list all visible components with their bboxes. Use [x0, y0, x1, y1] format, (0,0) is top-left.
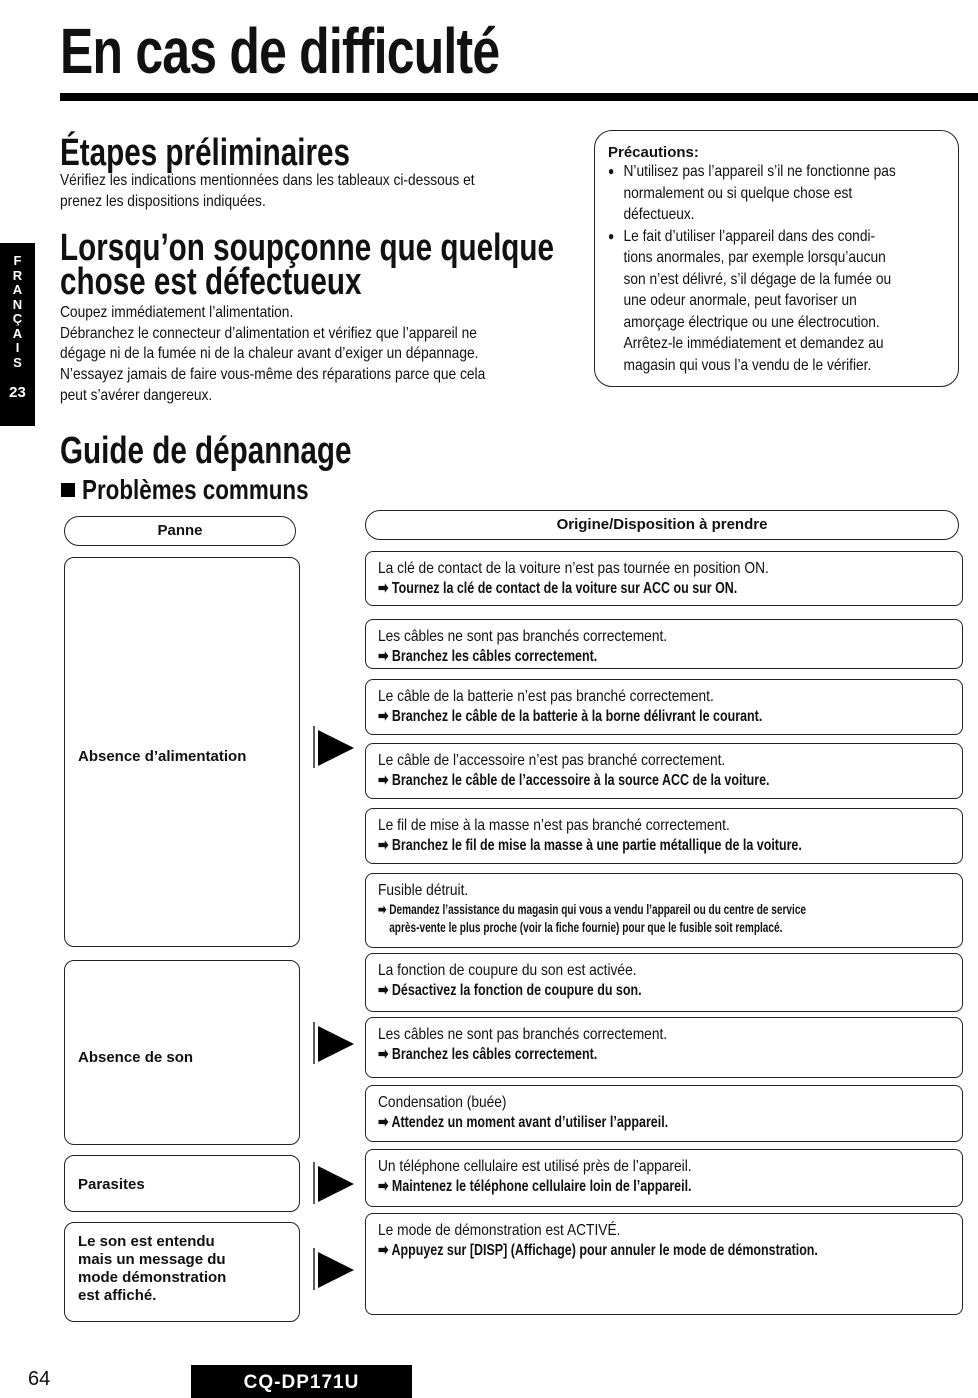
precaution-line: Arrêtez-le immédiatement et demandez au: [623, 335, 884, 352]
remedy-text: ➡ Appuyez sur [DISP] (Affichage) pour annuler le mode de démonstration.: [378, 1242, 818, 1259]
remedy-text: ➡ Branchez les câbles correctement.: [378, 648, 598, 665]
remedy-text: ➡ Branchez le câble de l’accessoire à la source ACC de la voiture.: [378, 772, 770, 789]
precaution-line: son n’est délivré, s’il dégage de la fumée ou: [623, 270, 892, 288]
problem-box: [64, 1155, 300, 1212]
precaution-line: ● N’utilisez pas l’appareil s’il ne fonctionne pas: [623, 163, 896, 180]
cause-text: La clé de contact de la voiture n’est pas tournée en position ON.: [378, 560, 769, 577]
problem-label: Absence d’alimentation: [78, 748, 247, 765]
soupcon-heading: Lorsqu’on soupçonne que quelque: [60, 227, 554, 269]
cause-box: [365, 953, 963, 1012]
remedy-text: ➡ Branchez le câble de la batterie à la borne délivrant le courant.: [378, 708, 763, 725]
side-letter: F: [13, 253, 22, 268]
page-title: En cas de difficulté: [60, 15, 500, 87]
cause-box: [365, 1085, 963, 1142]
problem-box: [64, 1222, 300, 1322]
panne-column-header: Panne: [64, 516, 296, 546]
remedy-text: ➡ Branchez les câbles correctement.: [378, 1046, 598, 1063]
cause-text: Le mode de démonstration est ACTIVÉ.: [378, 1222, 621, 1239]
cause-text: Le fil de mise à la masse n’est pas branché correctement.: [378, 817, 730, 834]
cause-box: [365, 1149, 963, 1207]
remedy-text: ➡ Tournez la clé de contact de la voiture sur ACC ou sur ON.: [378, 580, 738, 597]
remedy-text: ➡ Branchez le fil de mise la masse à une partie métallique de la voiture.: [378, 837, 802, 854]
soupcon-heading: chose est défectueux: [60, 261, 362, 303]
cause-text: Fusible détruit.: [378, 882, 469, 899]
square-bullet-icon: [61, 483, 75, 497]
soupcon-line: dégage ni de la fumée ni de la chaleur avant d’exiger un dépannage.: [60, 345, 479, 363]
cause-text: Les câbles ne sont pas branchés correctement.: [378, 1026, 668, 1043]
precaution-line: tions anormales, par exemple lorsqu’aucun: [623, 249, 886, 266]
guide-subheading: Problèmes communs: [82, 474, 309, 505]
arrow-triangle-icon: [312, 1020, 356, 1066]
remedy-text: ➡ Attendez un moment avant d’utiliser l’appareil.: [378, 1114, 669, 1131]
etapes-line: prenez les dispositions indiquées.: [60, 193, 266, 210]
side-letter: R: [12, 267, 23, 283]
side-letter: N: [12, 296, 23, 312]
cause-box: [365, 551, 963, 606]
problem-label: Le son est entendu mais un message du mode démonstration est affiché.: [78, 1233, 227, 1304]
precaution-line: magasin qui vous l’a vendu de le vérifier.: [623, 356, 872, 374]
cause-box: [365, 619, 963, 669]
title-rule: [60, 93, 978, 101]
precautions-title: Précautions:: [608, 144, 699, 161]
remedy-text: ➡ Désactivez la fonction de coupure du son.: [378, 982, 642, 999]
side-letter: Ç: [12, 311, 23, 326]
side-letter: S: [13, 354, 22, 370]
cause-box: [365, 679, 963, 735]
cause-box: [365, 1213, 963, 1315]
problem-label: Parasites: [78, 1176, 145, 1193]
precaution-item: [608, 161, 952, 226]
cause-box: [365, 743, 963, 799]
side-letter: I: [15, 340, 20, 355]
cause-text: La fonction de coupure du son est activée.: [378, 962, 637, 979]
arrow-triangle-icon: [312, 1246, 356, 1292]
cause-box: [365, 1017, 963, 1078]
problem-label: Absence de son: [78, 1049, 194, 1066]
side-letter: A: [12, 282, 23, 297]
soupcon-line: Débranchez le connecteur d’alimentation et vérifiez que l’appareil ne: [60, 324, 477, 342]
cause-box: [365, 808, 963, 864]
model-label: CQ-DP171U: [191, 1365, 412, 1398]
problem-box: [64, 557, 300, 947]
precaution-line: ● Le fait d’utiliser l’appareil dans des condi-: [623, 227, 876, 245]
precautions-box: [594, 130, 959, 387]
cause-text: Un téléphone cellulaire est utilisé près de l’appareil.: [378, 1158, 692, 1175]
language-tab: [0, 243, 35, 426]
cause-text: Condensation (buée): [378, 1094, 507, 1111]
cause-box: [365, 873, 963, 948]
precaution-line: normalement ou si quelque chose est: [623, 184, 853, 202]
precaution-line: une odeur anormale, peut favoriser un: [623, 292, 857, 309]
arrow-triangle-icon: [312, 1160, 356, 1206]
remedy-text: ➡ Maintenez le téléphone cellulaire loin de l’appareil.: [378, 1178, 692, 1195]
etapes-line: Vérifiez les indications mentionnées dans les tableaux ci-dessous et: [60, 172, 475, 189]
precaution-line: amorçage électrique ou une électrocution.: [623, 313, 880, 331]
chapter-number: 23: [9, 384, 26, 401]
soupcon-line: N’essayez jamais de faire vous-même des réparations parce que cela: [60, 366, 486, 384]
precaution-line: défectueux.: [623, 206, 695, 223]
guide-heading: Guide de dépannage: [60, 430, 352, 472]
side-letter: A: [12, 325, 23, 341]
cause-text: Le câble de la batterie n’est pas branché correctement.: [378, 688, 714, 705]
precaution-item: [608, 226, 952, 377]
soupcon-line: Coupez immédiatement l’alimentation.: [60, 304, 294, 321]
cause-text: Les câbles ne sont pas branchés correctement.: [378, 628, 668, 645]
remedy-text: ➡ Demandez l’assistance du magasin qui vous a vendu l’appareil ou du centre de service après-vente le plus proche (voir la fiche fournie) pour que le fusible soit remplacé.: [378, 901, 807, 935]
origine-column-header: Origine/Disposition à prendre: [365, 510, 959, 540]
soupcon-line: peut s’avérer dangereux.: [60, 386, 213, 404]
etapes-heading: Étapes préliminaires: [60, 132, 350, 174]
page-number: 64: [28, 1368, 51, 1390]
problem-box: [64, 960, 300, 1145]
arrow-triangle-icon: [312, 724, 356, 770]
cause-text: Le câble de l’accessoire n’est pas branché correctement.: [378, 752, 726, 769]
